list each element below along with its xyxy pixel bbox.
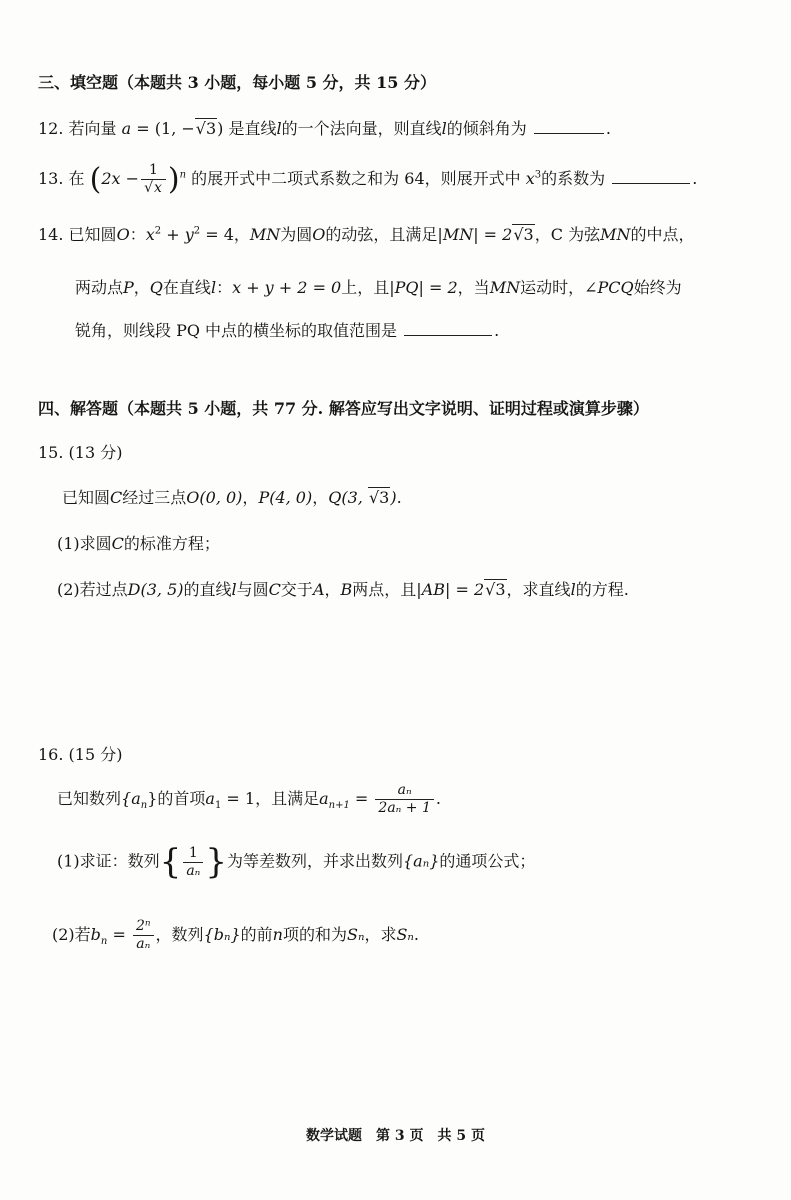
section-3-heading: 三、填空题（本题共 3 小题，每小题 5 分，共 15 分） bbox=[38, 73, 436, 92]
q15-part-1: (1)求圆C的标准方程； bbox=[57, 534, 220, 553]
q16-stem: 已知数列$\{a_n\}$的首项$a_1 = 1$，且满足$a_{n+1}$ = $\frac{\text{aₙ}}{\text{2aₙ + 1}}$ . bbox=[57, 782, 441, 816]
answer-blank-14[interactable] bbox=[404, 321, 492, 336]
bn-fraction: $\frac{\text{2ⁿ}}{\text{aₙ}}$ bbox=[133, 918, 154, 953]
q15-part-2: (2)若过点D(3, 5)的直线l与圆C交于A，B两点，且|AB| = 2√3，求直线l的方程. bbox=[57, 580, 629, 599]
q16-part-1: (1)求证：数列{ $\frac{1}{\text{aₙ}}$ }为等差数列，并求出数列{aₙ}的通项公式； bbox=[57, 842, 536, 882]
q12-number: 12. bbox=[38, 119, 64, 138]
q16-number: 16. (15 分) bbox=[38, 745, 123, 764]
q13-number: 13. bbox=[38, 169, 64, 188]
answer-blank-12[interactable] bbox=[534, 119, 604, 134]
sqrt-3: √3 bbox=[195, 119, 217, 138]
page-footer: 数学试题 第 3 页 共 5 页 bbox=[306, 1128, 485, 1144]
question-14-line-3: 锐角，则线段 PQ 中点的横坐标的取值范围是 . bbox=[75, 321, 500, 340]
recurrence-fraction: $\frac{\text{aₙ}}{\text{2aₙ + 1}}$ bbox=[375, 782, 433, 817]
section-4-heading: 四、解答题（本题共 5 小题，共 77 分. 解答应写出文字说明、证明过程或演算步骤） bbox=[38, 399, 649, 418]
question-14-line-2: 两动点P，Q在直线l：x + y + 2 = 0上，且|PQ| = 2，当MN运动时，∠PCQ始终为 bbox=[75, 278, 682, 297]
q14-number: 14. bbox=[38, 225, 64, 244]
reciprocal-fraction: $\frac{1}{\text{aₙ}}$ bbox=[183, 845, 203, 880]
q16-part-2: (2)若$b_n$ = $\frac{\text{2ⁿ}}{\text{aₙ}}$ ，数列{bₙ}的前n项的和为Sₙ，求Sₙ. bbox=[52, 918, 420, 952]
vector-a: a bbox=[121, 119, 132, 138]
question-12: 12. 若向量 a = (1, −√3) 是直线l的一个法向量，则直线l的倾斜角为 . bbox=[38, 119, 611, 138]
q15-number: 15. (13 分) bbox=[38, 443, 123, 462]
question-14-line-1: 14. 已知圆O：$x^2 + y^2 = 4$，MN为圆O的动弦，且满足|MN| = 2√3，C 为弦MN的中点， bbox=[38, 225, 695, 244]
q15-stem: 已知圆C经过三点O(0, 0)，P(4, 0)，Q(3, √3). bbox=[62, 488, 402, 507]
question-13: 13. 在 (2x − $\frac{1}{√x}$ )$^n$ 的展开式中二项式系数之和为 64，则展开式中 $x^3$的系数为 . bbox=[38, 162, 698, 197]
answer-blank-13[interactable] bbox=[612, 169, 690, 184]
fraction-1-over-sqrt-x: $\frac{1}{√x}$ bbox=[141, 162, 166, 197]
